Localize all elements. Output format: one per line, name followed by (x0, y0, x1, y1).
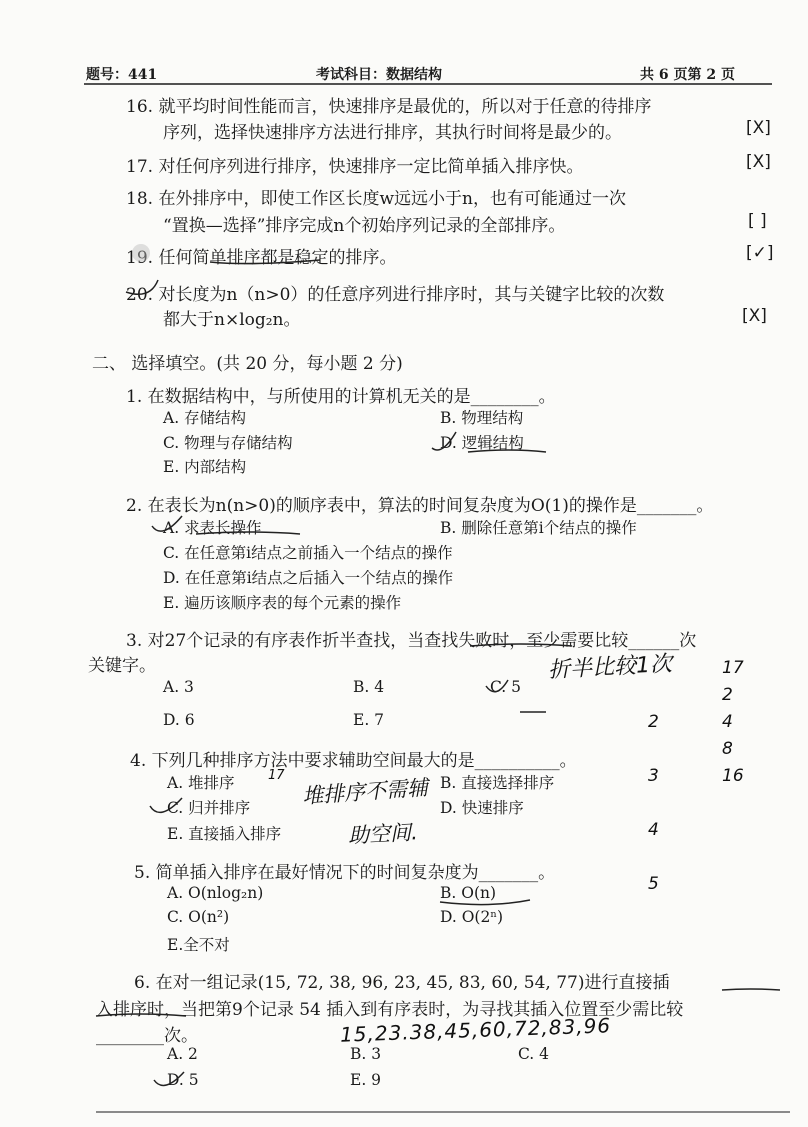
q6-option-a: A. 2 (167, 1045, 198, 1063)
q3-stem-line2: 关键字。 (88, 656, 156, 676)
hand-num: 16 (722, 766, 744, 786)
handwritten-q4-small: 17 (268, 768, 285, 783)
q2-option-c: C. 在任意第i结点之前插入一个结点的操作 (163, 544, 453, 562)
q6-option-b: B. 3 (350, 1045, 382, 1063)
q5-option-e: E.全不对 (167, 936, 230, 954)
hand-num: 2 (648, 712, 659, 732)
q3-option-a: A. 3 (163, 678, 194, 696)
q2-option-e: E. 遍历该顺序表的每个元素的操作 (163, 594, 402, 612)
q5-option-a: A. O(nlog₂n) (167, 884, 264, 902)
page-indicator: 共 6 页第 2 页 (640, 67, 735, 83)
q4-option-b: B. 直接选择排序 (440, 774, 555, 792)
q3-option-c: C. 5 (490, 678, 522, 696)
q3-option-b: B. 4 (353, 678, 385, 696)
q6-stem-line1: 6. 在对一组记录(15, 72, 38, 96, 23, 45, 83, 60, 54, 77)进行直接插 (134, 973, 670, 993)
q1-option-c: C. 物理与存储结构 (163, 434, 293, 452)
q1-option-d: D. 逻辑结构 (440, 434, 524, 452)
q1-stem: 1. 在数据结构中，与所使用的计算机无关的是________。 (126, 387, 556, 407)
tf-item-16-line2: 序列，选择快速排序方法进行排序，其执行时间将是最少的。 (163, 123, 622, 143)
q3-option-d: D. 6 (163, 711, 195, 729)
q2-option-a: A. 求表长操作 (163, 519, 262, 537)
handwritten-q4-note2: 助空间. (347, 820, 419, 848)
q6-stem-underline1 (722, 989, 780, 990)
q3-option-e: E. 7 (353, 711, 385, 729)
handwritten-q3-note: 折半比较1次 (547, 651, 673, 684)
q1-option-e: E. 内部结构 (163, 458, 247, 476)
tf-item-20-line1: 20. 对长度为n（n>0）的任意序列进行排序时，其与关键字比较的次数 (126, 285, 665, 305)
tf-item-20-line2: 都大于n×log₂n。 (163, 310, 301, 330)
hand-num: 17 (722, 658, 744, 678)
q2-option-d: D. 在任意第i结点之后插入一个结点的操作 (163, 569, 454, 587)
hand-num: 5 (648, 874, 659, 894)
exam-subject: 考试科目：数据结构 (316, 67, 442, 83)
handwritten-q3-col2 (722, 655, 744, 790)
tf-item-18-line2: “置换—选择”排序完成n个初始序列记录的全部排序。 (163, 216, 566, 236)
hand-num: 4 (722, 712, 733, 732)
q3-stem-line1: 3. 对27个记录的有序表作折半查找，当查找失败时，至少需要比较______次 (126, 631, 697, 651)
tf-mark-16: [X] (746, 118, 771, 138)
q4-stem: 4. 下列几种排序方法中要求辅助空间最大的是__________。 (130, 751, 577, 771)
tf-item-18-line1: 18. 在外排序中，即使工作区长度w远远小于n，也有可能通过一次 (126, 189, 626, 209)
q6-stem-line2: 入排序时，当把第9个记录 54 插入到有序表时，为寻找其插入位置至少需比较 (96, 1000, 684, 1020)
hand-num: 8 (722, 739, 733, 759)
q1-option-a: A. 存储结构 (163, 409, 247, 427)
q6-option-d: D. 5 (167, 1071, 199, 1089)
q5-stem: 5. 简单插入排序在最好情况下的时间复杂度为_______。 (134, 863, 556, 883)
q4-option-c: C. 归并排序 (167, 799, 251, 817)
q4-option-e: E. 直接插入排序 (167, 825, 282, 843)
handwritten-q6-sequence: 15,23.38,45,60,72,83,96 (339, 1013, 612, 1047)
tf-item-17: 17. 对任何序列进行排序，快速排序一定比简单插入排序快。 (126, 157, 584, 177)
q5-option-d: D. O(2ⁿ) (440, 908, 504, 926)
q5-option-b: B. O(n) (440, 884, 497, 902)
tf-item-19: 19. 任何简单排序都是稳定的排序。 (126, 248, 397, 268)
tf-mark-19: [✓] (746, 243, 774, 263)
hand-num: 3 (648, 766, 659, 786)
tf-item-16-line1: 16. 就平均时间性能而言，快速排序是最优的，所以对于任意的待排序 (126, 97, 652, 117)
q6-stem-line3: ________次。 (96, 1026, 198, 1046)
q5-option-c: C. O(n²) (167, 908, 230, 926)
hand-num: 4 (648, 820, 659, 840)
tf-mark-20: [X] (742, 306, 767, 326)
q4-option-a: A. 堆排序 (167, 774, 235, 792)
hand-num: 2 (722, 685, 733, 705)
q6-option-e: E. 9 (350, 1071, 382, 1089)
tf-mark-18: [ ] (748, 211, 767, 231)
q4-option-d: D. 快速排序 (440, 799, 524, 817)
q6-option-c: C. 4 (518, 1045, 550, 1063)
q2-stem: 2. 在表长为n(n>0)的顺序表中，算法的时间复杂度为O(1)的操作是_______。 (126, 496, 714, 516)
section-2-title: 二、 选择填空。(共 20 分，每小题 2 分) (92, 354, 403, 374)
exam-number: 题号：441 (86, 67, 158, 83)
tf-mark-17: [X] (746, 152, 771, 172)
q1-option-b: B. 物理结构 (440, 409, 524, 427)
handwritten-q3-col1 (648, 682, 659, 925)
handwritten-q4-note1: 堆排序不需辅 (301, 775, 429, 809)
q2-option-b: B. 删除任意第i个结点的操作 (440, 519, 637, 537)
